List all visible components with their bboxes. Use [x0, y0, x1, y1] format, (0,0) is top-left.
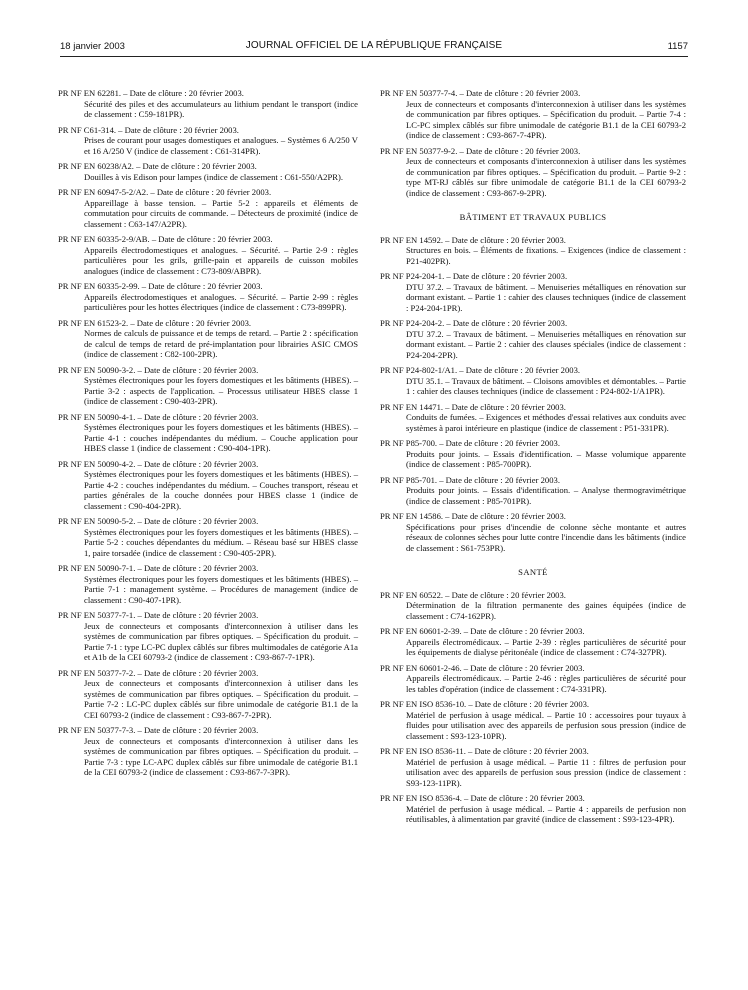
entry-reference: PR NF EN 50090-7-1. – Date de clôture : 20 février 2003. — [58, 563, 259, 573]
entry-description: Appareillage à basse tension. – Partie 5-2 : appareils et éléments de commutation pour circuits de commande. – Détecteurs de proximité (indice de classement : C63-147/A2PR). — [84, 197, 358, 229]
entry-reference: PR NF EN 50090-3-2. – Date de clôture : 20 février 2003. — [58, 364, 259, 375]
standard-entry — [380, 271, 686, 313]
entry-reference: PR NF EN 60601-2-39. – Date de clôture : 20 février 2003. — [380, 626, 585, 636]
entry-description: Matériel de perfusion à usage médical. – Partie 10 : accessoires pour tuyaux à fluides pour utilisation avec des appareils de perfusion sous pression (indice de classement : S93-123-10PR). — [406, 709, 686, 741]
entry-reference: PR NF EN 60947-5-2/A2. – Date de clôture : 20 février 2003. — [58, 187, 272, 197]
standard-entry — [380, 511, 686, 553]
entry-description: Systèmes électroniques pour les foyers domestiques et les bâtiments (HBES). – Partie 4-2 : couches indépendantes du médium. – Couches transport, réseau et parties générales de la couche données pour HBES classe 1 (indice de classement : C90-404-2PR). — [84, 469, 358, 511]
entry-reference: PR NF EN 50377-7-1. – Date de clôture : 20 février 2003. — [58, 610, 259, 620]
entry-description: DTU 35.1. – Travaux de bâtiment. – Cloisons amovibles et démontables. – Partie 1 : cahier des clauses techniques (indice de classement : P24-802-1/A1PR). — [406, 375, 686, 396]
standard-entry — [380, 746, 686, 788]
standard-entry — [380, 590, 686, 622]
entry-reference: PR NF EN 60238/A2. – Date de clôture : 20 février 2003. — [58, 161, 257, 171]
entry-reference: PR NF EN 50377-7-4. – Date de clôture : 20 février 2003. — [380, 88, 581, 98]
entry-reference: PR NF EN 14592. – Date de clôture : 20 février 2003. — [380, 234, 566, 245]
entry-reference: PR NF P85-700. – Date de clôture : 20 février 2003. — [380, 438, 560, 448]
entry-description: Appareils électromédicaux. – Partie 2-39 : règles particulières de sécurité pour les équipements de dialyse péritonéale (indice de classement : C74-327PR). — [406, 636, 686, 657]
entry-reference: PR NF EN ISO 8536-10. – Date de clôture : 20 février 2003. — [380, 699, 590, 709]
standard-entry — [380, 475, 686, 507]
entry-description: Matériel de perfusion à usage médical. – Partie 4 : appareils de perfusion non réutilisables, à alimentation par gravité (indice de classement : S93-123-4PR). — [406, 803, 686, 824]
standard-entry — [380, 438, 686, 470]
entry-reference: PR NF EN 60335-2-9/AB. – Date de clôture : 20 février 2003. — [58, 234, 273, 244]
entry-description: Appareils électrodomestiques et analogues. – Sécurité. – Partie 2-99 : règles particulières pour les hottes électriques (indice de classement : C73-899PR). — [84, 291, 358, 312]
entry-reference: PR NF EN 50090-5-2. – Date de clôture : 20 février 2003. — [58, 516, 259, 526]
standard-entry — [58, 412, 358, 454]
entry-reference: PR NF EN 62281. – Date de clôture : 20 février 2003. — [58, 88, 244, 98]
page-number: 1157 — [667, 41, 688, 52]
standard-entry — [380, 793, 686, 825]
entry-reference: PR NF EN 50090-4-2. – Date de clôture : 20 février 2003. — [58, 458, 259, 469]
entry-description: DTU 37.2. – Travaux de bâtiment. – Menuiseries métalliques en rénovation sur dormant existant. – Partie 1 : cahier des clauses techniques (indice de classement : P24-204-1PR). — [406, 281, 686, 313]
entry-description: Systèmes électroniques pour les foyers domestiques et les bâtiments (HBES). – Partie 4-1 : couches indépendantes du médium. – Couche application pour HBES classe 1 (indice de classement : C90-404-1PR). — [84, 422, 358, 453]
entry-description: Jeux de connecteurs et composants d'interconnexion à utiliser dans les systèmes de communication par fibres optiques. – Spécification du produit. – Partie 7-2 : LC-PC duplex câblés sur fibre unimodale de catégorie B1.1 de la CEI 60793-2 (indice de classement : C93-867-7-2PR). — [84, 678, 358, 720]
entry-description: Systèmes électroniques pour les foyers domestiques et les bâtiments (HBES). – Partie 3-2 : aspects de l'application. – Processus utilisateur HBES classe 1 (indice de classement : C90-403-2PR). — [84, 375, 358, 406]
entry-reference: PR NF EN ISO 8536-11. – Date de clôture : 20 février 2003. — [380, 746, 589, 756]
standard-entry — [380, 402, 686, 434]
standard-entry — [58, 187, 358, 229]
entry-description: Douilles à vis Edison pour lampes (indice de classement : C61-550/A2PR). — [84, 171, 343, 182]
standard-entry — [58, 563, 358, 605]
standard-entry — [380, 146, 686, 199]
entry-description: Matériel de perfusion à usage médical. – Partie 11 : filtres de perfusion pour utilisation avec des appareils de perfusion sous pression (indice de classement : S93-123-11PR). — [406, 756, 686, 788]
entry-description: Appareils électromédicaux. – Partie 2-46 : règles particulières de sécurité pour les tables d'opération (indice de classement : C74-331PR). — [406, 673, 686, 694]
entry-reference: PR NF EN 14586. – Date de clôture : 20 février 2003. — [380, 511, 566, 521]
standard-entry — [380, 318, 686, 360]
entry-reference: PR NF P24-204-2. – Date de clôture : 20 février 2003. — [380, 318, 568, 328]
standard-entry — [58, 318, 358, 360]
page-header — [60, 40, 688, 57]
header-date: 18 janvier 2003 — [60, 41, 125, 52]
standard-entry — [58, 234, 358, 276]
entry-description: Normes de calculs de puissance et de temps de retard. – Partie 2 : spécification de calcul de temps de retard de pré-implantation pour librairies ASIC CMOS (indice de classement : C82-100-2PR). — [84, 328, 358, 359]
standard-entry — [58, 161, 358, 182]
standard-entry — [380, 88, 686, 141]
standard-entry — [58, 459, 358, 512]
left-column — [58, 88, 358, 783]
entry-reference: PR NF EN 50377-7-3. – Date de clôture : 20 février 2003. — [58, 725, 259, 735]
right-column — [380, 88, 686, 830]
entry-reference: PR NF P85-701. – Date de clôture : 20 février 2003. — [380, 474, 560, 485]
entry-description: DTU 37.2. – Travaux de bâtiment. – Menuiseries métalliques en rénovation sur dormant existant. – Partie 2 : cahier des clauses spéciales (indice de classement : P24-204-2PR). — [406, 328, 686, 360]
entry-description: Systèmes électroniques pour les foyers domestiques et les bâtiments (HBES). – Partie 5-2 : couches dépendantes du médium. – Réseau basé sur HBES classe 1, paire torsadée (indice de classement : C90-405-2PR). — [84, 526, 358, 558]
entry-reference: PR NF C61-314. – Date de clôture : 20 février 2003. — [58, 124, 239, 135]
journal-title: JOURNAL OFFICIEL DE LA RÉPUBLIQUE FRANÇAISE — [245, 40, 503, 51]
entry-description: Systèmes électroniques pour les foyers domestiques et les bâtiments (HBES). – Partie 7-1 : management système. – Procédures de management (indice de classement : C90-407-1PR). — [84, 573, 358, 605]
entry-reference: PR NF EN 50090-4-1. – Date de clôture : 20 février 2003. — [58, 411, 259, 422]
section-title-sante: SANTÉ — [518, 567, 548, 577]
standard-entry — [380, 365, 686, 397]
standard-entry — [380, 699, 686, 741]
entry-reference: PR NF P24-204-1. – Date de clôture : 20 février 2003. — [380, 271, 568, 281]
standard-entry — [58, 516, 358, 558]
entry-description: Jeux de connecteurs et composants d'interconnexion à utiliser dans les systèmes de communication par fibres optiques. – Spécification du produit. – Partie 9-2 : type MT-RJ câblés sur fibre unimodale de catégorie B1.1 de la CEI 60793-2 (indice de classement : C93-867-9-2PR). — [406, 156, 686, 198]
entry-description: Structures en bois. – Éléments de fixations. – Exigences (indice de classement : P21-402PR). — [406, 245, 686, 266]
entry-description: Appareils électrodomestiques et analogues. – Sécurité. – Partie 2-9 : règles particulières pour les grils, grille-pain et appareils de cuisson mobiles analogues (indice de classement : C73-809/ABPR). — [84, 244, 358, 276]
entry-description: Jeux de connecteurs et composants d'interconnexion à utiliser dans les systèmes de communication par fibres optiques. – Spécification du produit. – Partie 7-1 : type LC-PC duplex câblés sur fibres multimodales de catégorie A1a et A1b de la CEI 60793-2 (indice de classement : C93-867-7-1PR). — [84, 620, 358, 662]
entry-reference: PR NF EN 60601-2-46. – Date de clôture : 20 février 2003. — [380, 662, 585, 673]
entry-description: Produits pour joints. – Essais d'identification. – Analyse thermogravimétrique (indice de classement : P85-701PR). — [406, 485, 686, 506]
sante-entries — [380, 590, 686, 825]
standard-entry — [58, 668, 358, 721]
standard-entry — [58, 88, 358, 120]
entry-description: Jeux de connecteurs et composants d'interconnexion à utiliser dans les systèmes de communication par fibres optiques. – Spécification du produit. – Partie 7-3 : type LC-APC duplex câblés sur fibre unimodale de catégorie B1.1 de la CEI 60793-2 (indice de classement : C93-867-7-3PR). — [84, 735, 358, 777]
entry-reference: PR NF EN 50377-7-2. – Date de clôture : 20 février 2003. — [58, 667, 259, 678]
standard-entry — [380, 663, 686, 695]
entry-description: Jeux de connecteurs et composants d'interconnexion à utiliser dans les systèmes de communication par fibres optiques. – Spécification du produit. – Partie 7-4 : LC-PC simplex câblés sur fibre unimodale de catégorie B1.1 de la CEI 60793-2 (indice de classement : C93-867-7-4PR). — [406, 98, 686, 140]
entry-reference: PR NF EN 14471. – Date de clôture : 20 février 2003. — [380, 401, 566, 412]
entry-reference: PR NF EN 50377-9-2. – Date de clôture : 20 février 2003. — [380, 145, 581, 156]
batiment-entries — [380, 235, 686, 554]
section-title-batiment: BÂTIMENT ET TRAVAUX PUBLICS — [459, 212, 607, 222]
entry-description: Sécurité des piles et des accumulateurs au lithium pendant le transport (indice de classement : C59-181PR). — [84, 98, 358, 119]
standard-entry — [58, 281, 358, 313]
standard-entry — [380, 626, 686, 658]
entry-reference: PR NF EN 60522. – Date de clôture : 20 février 2003. — [380, 589, 566, 600]
entry-description: Détermination de la filtration permanente des gaines équipées (indice de classement : C74-162PR). — [406, 600, 686, 621]
entry-description: Produits pour joints. – Essais d'identification. – Masse volumique apparente (indice de classement : P85-700PR). — [406, 448, 686, 469]
standard-entry — [58, 125, 358, 157]
entry-reference: PR NF P24-802-1/A1. – Date de clôture : 20 février 2003. — [380, 365, 581, 375]
standard-entry — [58, 725, 358, 778]
entry-reference: PR NF EN 61523-2. – Date de clôture : 20 février 2003. — [58, 317, 252, 328]
right-top-entries — [380, 88, 686, 198]
standard-entry — [58, 365, 358, 407]
entry-description: Spécifications pour prises d'incendie de colonne sèche montante et autres réseaux de colonnes sèches pour lutte contre l'incendie dans les bâtiments (indice de classement : S61-753PR). — [406, 521, 686, 553]
entry-description: Prises de courant pour usages domestiques et analogues. – Systèmes 6 A/250 V et 16 A/250 V (indice de classement : C61-314PR). — [84, 135, 358, 156]
standard-entry — [380, 235, 686, 267]
entry-reference: PR NF EN ISO 8536-4. – Date de clôture : 20 février 2003. — [380, 793, 585, 803]
standard-entry — [58, 610, 358, 663]
entry-reference: PR NF EN 60335-2-99. – Date de clôture : 20 février 2003. — [58, 281, 263, 291]
entry-description: Conduits de fumées. – Exigences et méthodes d'essai relatives aux conduits avec systèmes à paroi intérieure en plastique (indice de classement : P51-331PR). — [406, 412, 686, 433]
